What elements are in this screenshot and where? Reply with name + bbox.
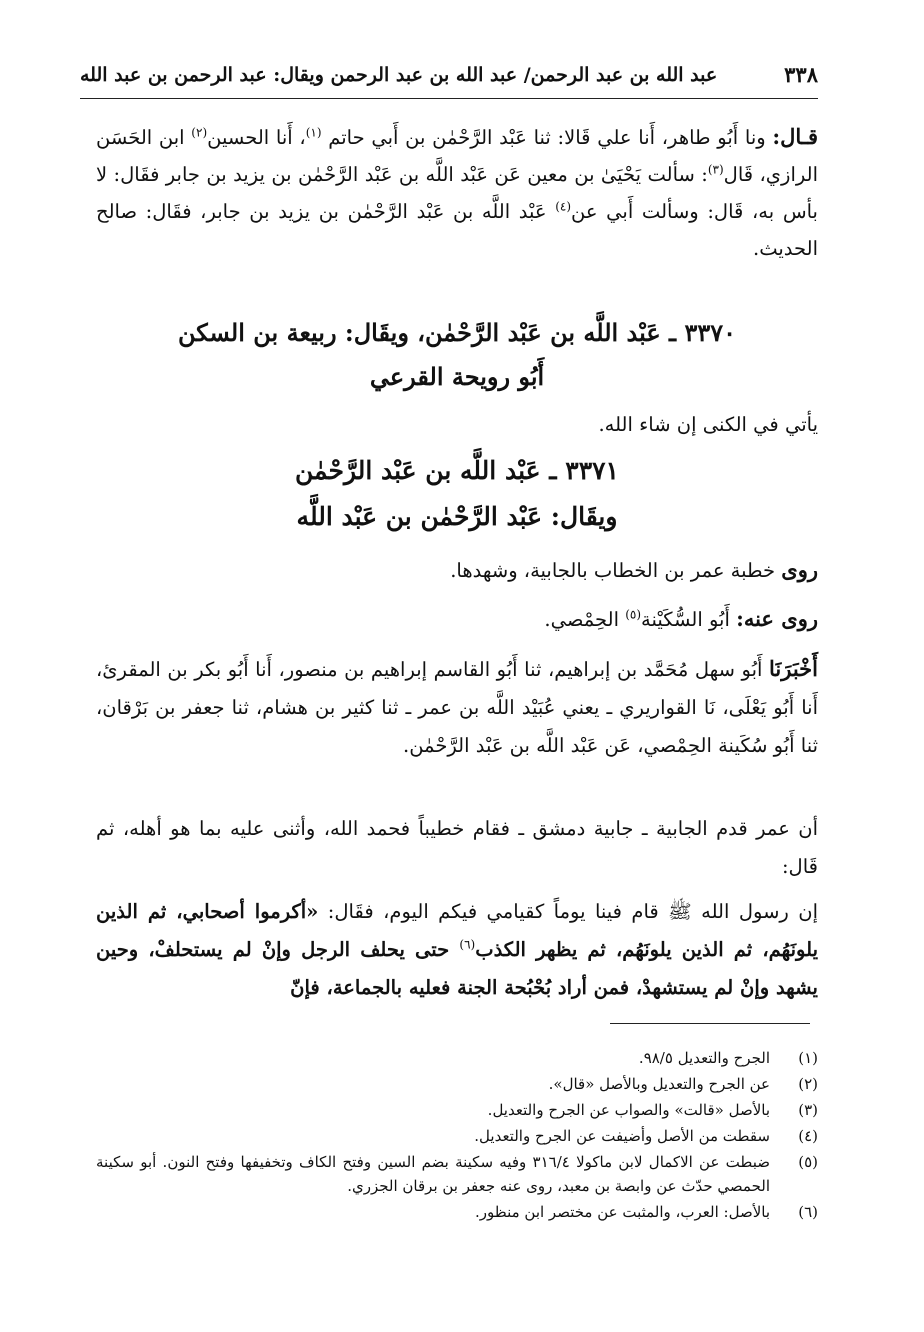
- paragraph-text: : سألت يَحْيَىٰ بن معين عَن عَبْد اللَّه بن عَبْد الرَّحْمٰن بن يزيد بن جابر فقَال: لا بأس به، قَال: وسألت أَبي عن: [96, 163, 818, 223]
- footnote: [96, 1098, 818, 1122]
- paragraph-rawa-anhu: [96, 602, 818, 637]
- footnote-text: سقطت من الأصل وأضيفت عن الجرح والتعديل.: [474, 1127, 770, 1145]
- entry-heading-3371: [96, 448, 818, 540]
- footnote-rule: [610, 1023, 810, 1024]
- note-text: يأتي في الكنى إن شاء الله.: [598, 413, 818, 436]
- footnote-number: (٣): [798, 1101, 818, 1119]
- footnote-ref-3: (٣): [707, 162, 724, 177]
- entry-heading-line: ويقَال: عَبْد الرَّحْمٰن بن عَبْد اللَّه: [296, 502, 618, 531]
- footnote-ref-5: (٥): [625, 607, 642, 622]
- footnote: [96, 1200, 818, 1224]
- paragraph-rawa: [96, 553, 818, 588]
- entry-heading-line: أَبُو رويحة القرعي: [369, 362, 545, 391]
- footnote-ref-6: (٦): [459, 937, 476, 952]
- footnote-ref-4: (٤): [555, 199, 572, 214]
- paragraph-text: خطبة عمر بن الخطاب بالجابية، وشهدها.: [450, 559, 782, 582]
- footnote-text: عن الجرح والتعديل وبالأصل «قال».: [548, 1075, 770, 1093]
- footnote-text: ضبطت عن الاكمال لابن ماكولا ٣١٦/٤ وفيه سكينة بضم السين وفتح الكاف وتخفيفها وفتح النون. أبو سكينة الحمصي حدّث عن وابصة بن معبد، روى عنه جعفر بن برقان الجزري.: [96, 1153, 770, 1195]
- footnote-number: (١): [798, 1049, 818, 1067]
- paragraph-label: روى عنه:: [736, 606, 818, 631]
- paragraph-text: الحِمْصي.: [544, 608, 626, 631]
- footnote: [96, 1046, 818, 1070]
- entry-heading-3370: [96, 311, 818, 399]
- footnote-number: (٥): [798, 1153, 818, 1171]
- paragraph-text: عَبْد اللَّه بن عَبْد الرَّحْمٰن بن يزيد بن جابر، فقَال: صالح الحديث.: [96, 200, 818, 260]
- footnote-ref-2: (٢): [191, 125, 208, 140]
- paragraph-text: أن عمر قدم الجابية ـ جابية دمشق ـ فقام خطيباً فحمد الله، وأثنى عليه بما هو أهله، ثم قَال:: [96, 817, 818, 878]
- page-number: ٣٣٨: [784, 62, 818, 87]
- paragraph-label: روى: [781, 557, 818, 582]
- paragraph-label: قـال:: [772, 124, 818, 149]
- footnote-text: بالأصل: العرب، والمثبت عن مختصر ابن منظور.: [475, 1203, 770, 1221]
- paragraph-text: ابن الحَسَن الرازي، قَال: [96, 126, 819, 186]
- entry-note-3370: [96, 408, 818, 442]
- hadith-text: «أكرموا أصحابي، ثم الذين يلونَهُم، ثم الذين يلونَهُم، ثم يظهر الكذب: [96, 900, 819, 961]
- header-rule: [80, 98, 818, 99]
- paragraph-text: ونا أَبُو طاهر، أَنا علي قَالا: ثنا عَبْد الرَّحْمٰن بن أَبي حاتم: [321, 126, 773, 149]
- footnote-number: (٦): [798, 1203, 818, 1221]
- paragraph-hadith: [96, 893, 818, 1007]
- footnote-text: الجرح والتعديل ٩٨/٥.: [638, 1049, 770, 1067]
- hadith-text: حتى يحلف الرجل وإنْ لم يستحلفْ، وحين يشهد وإنْ لم يستشهدْ، فمن أراد بُحْبُحة الجنة فعليه بالجماعة، فإنّ: [96, 938, 818, 999]
- footnote-number: (٢): [798, 1075, 818, 1093]
- paragraph-qal: [96, 118, 818, 267]
- entry-heading-line: ٣٣٧١ ـ عَبْد اللَّه بن عَبْد الرَّحْمٰن: [295, 456, 619, 485]
- paragraph-isnad: [96, 650, 818, 765]
- footnote: [96, 1124, 818, 1148]
- running-head-title: عبد الله بن عبد الرحمن/ عبد الله بن عبد الرحمن ويقال: عبد الرحمن بن عبد الله: [80, 64, 718, 86]
- footnote: [96, 1072, 818, 1096]
- footnote-number: (٤): [798, 1127, 818, 1145]
- running-head: [80, 58, 818, 98]
- paragraph-text: ، أَنا الحسين: [207, 126, 306, 149]
- paragraph-umar: [96, 810, 818, 886]
- paragraph-text: أَبُو سهل مُحَمَّد بن إبراهيم، ثنا أَبُو القاسم إبراهيم بن منصور، أَنا أَبُو بكر بن المقرئ، أَنا أَبُو يَعْلَى، نَا القواريري ـ يعني عُبَيْد اللَّه بن عمر ـ ثنا كثير بن هشام، ثنا جعفر بن بَرْقان، ثنا أَبُو سُكَينة الحِمْصي، عَن عَبْد اللَّه بن عَبْد الرَّحْمٰن.: [96, 658, 818, 757]
- footnote: [96, 1150, 818, 1198]
- paragraph-text: إن رسول الله ﷺ قام فينا يوماً كقيامي فيكم اليوم، فقَال:: [318, 900, 818, 923]
- footnote-text: بالأصل «قالت» والصواب عن الجرح والتعديل.: [487, 1101, 770, 1119]
- paragraph-text: أَبُو السُّكَيْنة: [641, 608, 737, 631]
- footnotes: [96, 1046, 818, 1226]
- entry-heading-line: ٣٣٧٠ ـ عَبْد اللَّه بن عَبْد الرَّحْمٰن، ويقَال: ربيعة بن السكن: [178, 318, 736, 347]
- footnote-ref-1: (١): [305, 125, 322, 140]
- paragraph-label: أَخْبَرَنَا: [769, 656, 818, 681]
